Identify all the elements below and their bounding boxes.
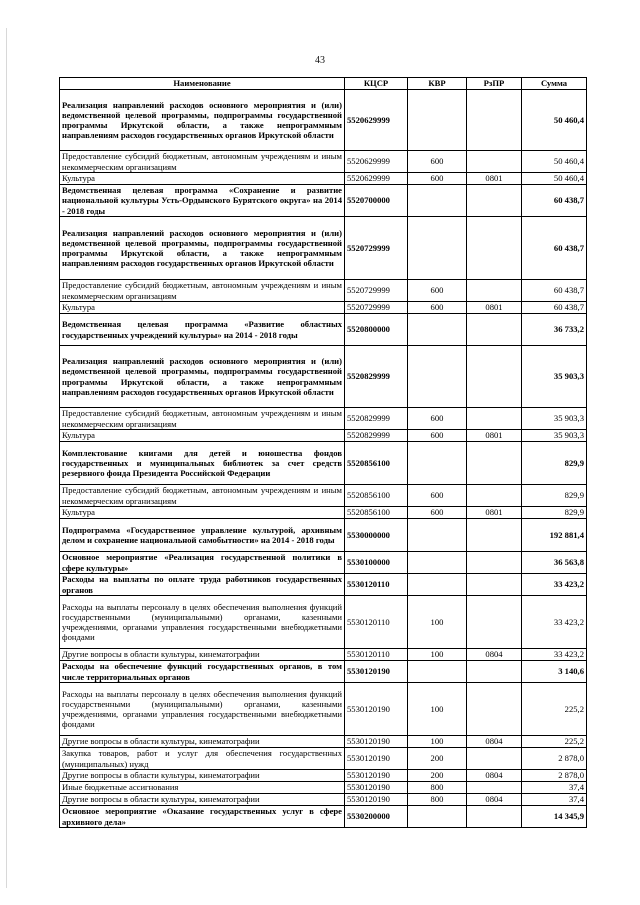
cell-kcsr: 5530120190 (345, 770, 408, 782)
cell-sum: 35 903,3 (522, 346, 587, 408)
cell-sum: 35 903,3 (522, 408, 587, 430)
table-row (60, 519, 587, 552)
cell-kcsr: 5530120190 (345, 794, 408, 806)
cell-rzpr (467, 683, 522, 736)
cell-kvr: 600 (408, 408, 467, 430)
cell-sum: 3 140,6 (522, 661, 587, 683)
cell-kvr: 200 (408, 770, 467, 782)
cell-rzpr: 0804 (467, 736, 522, 748)
cell-kcsr: 5520629999 (345, 173, 408, 185)
cell-kcsr: 5530120190 (345, 661, 408, 683)
cell-sum: 2 878,0 (522, 770, 587, 782)
table-row (60, 782, 587, 794)
cell-sum: 829,9 (522, 442, 587, 485)
cell-kcsr: 5520800000 (345, 314, 408, 346)
cell-kcsr: 5520829999 (345, 430, 408, 442)
column-header-name: Наименование (60, 78, 345, 90)
cell-sum: 50 460,4 (522, 90, 587, 151)
cell-rzpr (467, 574, 522, 596)
cell-sum: 37,4 (522, 794, 587, 806)
table-row (60, 430, 587, 442)
cell-rzpr (467, 485, 522, 507)
cell-sum: 225,2 (522, 683, 587, 736)
cell-rzpr (467, 314, 522, 346)
cell-kvr: 600 (408, 485, 467, 507)
cell-rzpr (467, 151, 522, 173)
cell-rzpr: 0801 (467, 302, 522, 314)
cell-name: Предоставление субсидий бюджетным, автономным учреждениям и иным некоммерческим организациям (60, 408, 345, 430)
table-row (60, 806, 587, 828)
cell-name: Культура (60, 430, 345, 442)
cell-kcsr: 5520856100 (345, 485, 408, 507)
cell-rzpr: 0801 (467, 507, 522, 519)
table-row (60, 314, 587, 346)
cell-kcsr: 5530120190 (345, 782, 408, 794)
cell-kvr: 600 (408, 302, 467, 314)
cell-kvr (408, 217, 467, 280)
cell-name: Другие вопросы в области культуры, кинематографии (60, 770, 345, 782)
table-row (60, 217, 587, 280)
cell-kcsr: 5530120190 (345, 736, 408, 748)
cell-sum: 829,9 (522, 485, 587, 507)
cell-name: Закупка товаров, работ и услуг для обеспечения государственных (муниципальных) нужд (60, 748, 345, 770)
cell-name: Другие вопросы в области культуры, кинематографии (60, 736, 345, 748)
table-row (60, 596, 587, 649)
cell-name: Реализация направлений расходов основного мероприятия и (или) ведомственной целевой программы, подпрограммы государственной программы Иркутской области, а также непрограммным направлениям расходов государственных органов Иркутской области (60, 90, 345, 151)
cell-name: Расходы на обеспечение функций государственных органов, в том числе территориальных органов (60, 661, 345, 683)
cell-kvr: 100 (408, 736, 467, 748)
cell-rzpr (467, 806, 522, 828)
cell-kvr: 600 (408, 430, 467, 442)
cell-rzpr (467, 217, 522, 280)
cell-sum: 37,4 (522, 782, 587, 794)
cell-kvr: 800 (408, 782, 467, 794)
cell-kvr: 100 (408, 649, 467, 661)
cell-name: Культура (60, 507, 345, 519)
cell-rzpr (467, 442, 522, 485)
cell-rzpr: 0801 (467, 430, 522, 442)
cell-name: Реализация направлений расходов основного мероприятия и (или) ведомственной целевой программы, подпрограммы государственной программы Иркутской области, а также непрограммным направлениям расходов государственных органов Иркутской области (60, 346, 345, 408)
cell-name: Основное мероприятие «Реализация государственной политики в сфере культуры» (60, 552, 345, 574)
table-row (60, 302, 587, 314)
cell-sum: 829,9 (522, 507, 587, 519)
cell-kcsr: 5530000000 (345, 519, 408, 552)
cell-name: Предоставление субсидий бюджетным, автономным учреждениям и иным некоммерческим организациям (60, 280, 345, 302)
table-row (60, 173, 587, 185)
cell-kvr: 600 (408, 173, 467, 185)
column-header-rzpr: РзПР (467, 78, 522, 90)
table-header-row (60, 78, 587, 90)
cell-sum: 36 733,2 (522, 314, 587, 346)
cell-kcsr: 5530120110 (345, 574, 408, 596)
cell-kcsr: 5530120190 (345, 683, 408, 736)
cell-kvr (408, 574, 467, 596)
cell-kvr (408, 185, 467, 217)
scan-edge-line (6, 28, 7, 888)
cell-sum: 35 903,3 (522, 430, 587, 442)
cell-name: Расходы на выплаты персоналу в целях обеспечения выполнения функций государственными (муниципальными) органами, казенными учреждениями, органами управления государственными внебюджетными фондами (60, 596, 345, 649)
table-row (60, 770, 587, 782)
cell-sum: 60 438,7 (522, 302, 587, 314)
cell-name: Подпрограмма «Государственное управление культурой, архивным делом и сохранение национальной самобытности» на 2014 - 2018 годы (60, 519, 345, 552)
table-row (60, 408, 587, 430)
cell-kvr (408, 519, 467, 552)
table-row (60, 507, 587, 519)
table-row (60, 185, 587, 217)
cell-rzpr (467, 185, 522, 217)
cell-name: Расходы на выплаты по оплате труда работников государственных органов (60, 574, 345, 596)
cell-kcsr: 5520729999 (345, 302, 408, 314)
cell-kvr (408, 552, 467, 574)
cell-rzpr (467, 280, 522, 302)
cell-rzpr (467, 661, 522, 683)
cell-rzpr (467, 408, 522, 430)
table-row (60, 280, 587, 302)
cell-sum: 33 423,2 (522, 596, 587, 649)
cell-kvr (408, 661, 467, 683)
table-row (60, 736, 587, 748)
cell-kcsr: 5520829999 (345, 408, 408, 430)
cell-sum: 60 438,7 (522, 217, 587, 280)
table-row (60, 151, 587, 173)
cell-sum: 33 423,2 (522, 649, 587, 661)
cell-kvr: 100 (408, 683, 467, 736)
cell-kvr (408, 806, 467, 828)
table-row (60, 90, 587, 151)
table-row (60, 661, 587, 683)
cell-sum: 2 878,0 (522, 748, 587, 770)
table-row (60, 683, 587, 736)
cell-name: Культура (60, 302, 345, 314)
cell-name: Ведомственная целевая программа «Сохранение и развитие национальной культуры Усть-Ордынского Бурятского округа» на 2014 - 2018 годы (60, 185, 345, 217)
cell-rzpr: 0804 (467, 649, 522, 661)
cell-name: Реализация направлений расходов основного мероприятия и (или) ведомственной целевой программы, подпрограммы государственной программы Иркутской области, а также непрограммным направлениям расходов государственных органов Иркутской области (60, 217, 345, 280)
cell-name: Основное мероприятие «Оказание государственных услуг в сфере архивного дела» (60, 806, 345, 828)
cell-rzpr: 0804 (467, 770, 522, 782)
cell-rzpr (467, 90, 522, 151)
cell-kcsr: 5520729999 (345, 217, 408, 280)
cell-kcsr: 5530120110 (345, 596, 408, 649)
cell-kcsr: 5520629999 (345, 90, 408, 151)
cell-sum: 50 460,4 (522, 151, 587, 173)
cell-name: Расходы на выплаты персоналу в целях обеспечения выполнения функций государственными (муниципальными) органами, казенными учреждениями, органами управления государственными внебюджетными фондами (60, 683, 345, 736)
cell-kvr: 800 (408, 794, 467, 806)
page-number: 43 (315, 55, 325, 66)
table-row (60, 748, 587, 770)
cell-kvr: 600 (408, 151, 467, 173)
cell-kvr: 600 (408, 507, 467, 519)
table-row (60, 552, 587, 574)
cell-kcsr: 5530120190 (345, 748, 408, 770)
cell-kcsr: 5520629999 (345, 151, 408, 173)
cell-rzpr (467, 519, 522, 552)
cell-kcsr: 5520856100 (345, 442, 408, 485)
table-row (60, 794, 587, 806)
table-row (60, 485, 587, 507)
cell-kcsr: 5520856100 (345, 507, 408, 519)
cell-kvr: 100 (408, 596, 467, 649)
cell-rzpr (467, 552, 522, 574)
cell-name: Ведомственная целевая программа «Развитие областных государственных учреждений культуры» на 2014 - 2018 годы (60, 314, 345, 346)
cell-kcsr: 5520729999 (345, 280, 408, 302)
cell-sum: 225,2 (522, 736, 587, 748)
cell-rzpr (467, 748, 522, 770)
cell-sum: 36 563,8 (522, 552, 587, 574)
cell-name: Предоставление субсидий бюджетным, автономным учреждениям и иным некоммерческим организациям (60, 485, 345, 507)
cell-name: Другие вопросы в области культуры, кинематографии (60, 794, 345, 806)
cell-rzpr (467, 782, 522, 794)
cell-sum: 50 460,4 (522, 173, 587, 185)
table-row (60, 574, 587, 596)
cell-name: Комплектование книгами для детей и юношества фондов государственных и муниципальных библиотек за счет средств резервного фонда Президента Российской Федерации (60, 442, 345, 485)
cell-sum: 14 345,9 (522, 806, 587, 828)
cell-kvr (408, 346, 467, 408)
cell-name: Предоставление субсидий бюджетным, автономным учреждениям и иным некоммерческим организациям (60, 151, 345, 173)
cell-kvr (408, 90, 467, 151)
table-row (60, 649, 587, 661)
cell-kvr: 200 (408, 748, 467, 770)
cell-rzpr (467, 596, 522, 649)
cell-name: Другие вопросы в области культуры, кинематографии (60, 649, 345, 661)
cell-rzpr: 0801 (467, 173, 522, 185)
column-header-kvr: КВР (408, 78, 467, 90)
cell-rzpr (467, 346, 522, 408)
cell-rzpr: 0804 (467, 794, 522, 806)
cell-kvr (408, 314, 467, 346)
cell-sum: 60 438,7 (522, 280, 587, 302)
cell-kcsr: 5520829999 (345, 346, 408, 408)
budget-table (59, 77, 587, 828)
cell-kcsr: 5530200000 (345, 806, 408, 828)
cell-kvr: 600 (408, 280, 467, 302)
cell-name: Иные бюджетные ассигнования (60, 782, 345, 794)
cell-kvr (408, 442, 467, 485)
cell-kcsr: 5530120110 (345, 649, 408, 661)
cell-sum: 33 423,2 (522, 574, 587, 596)
table-row (60, 346, 587, 408)
cell-sum: 192 881,4 (522, 519, 587, 552)
table-body (60, 90, 587, 828)
cell-kcsr: 5520700000 (345, 185, 408, 217)
column-header-sum: Сумма (522, 78, 587, 90)
table-row (60, 442, 587, 485)
column-header-kcsr: КЦСР (345, 78, 408, 90)
cell-kcsr: 5530100000 (345, 552, 408, 574)
cell-name: Культура (60, 173, 345, 185)
cell-sum: 60 438,7 (522, 185, 587, 217)
